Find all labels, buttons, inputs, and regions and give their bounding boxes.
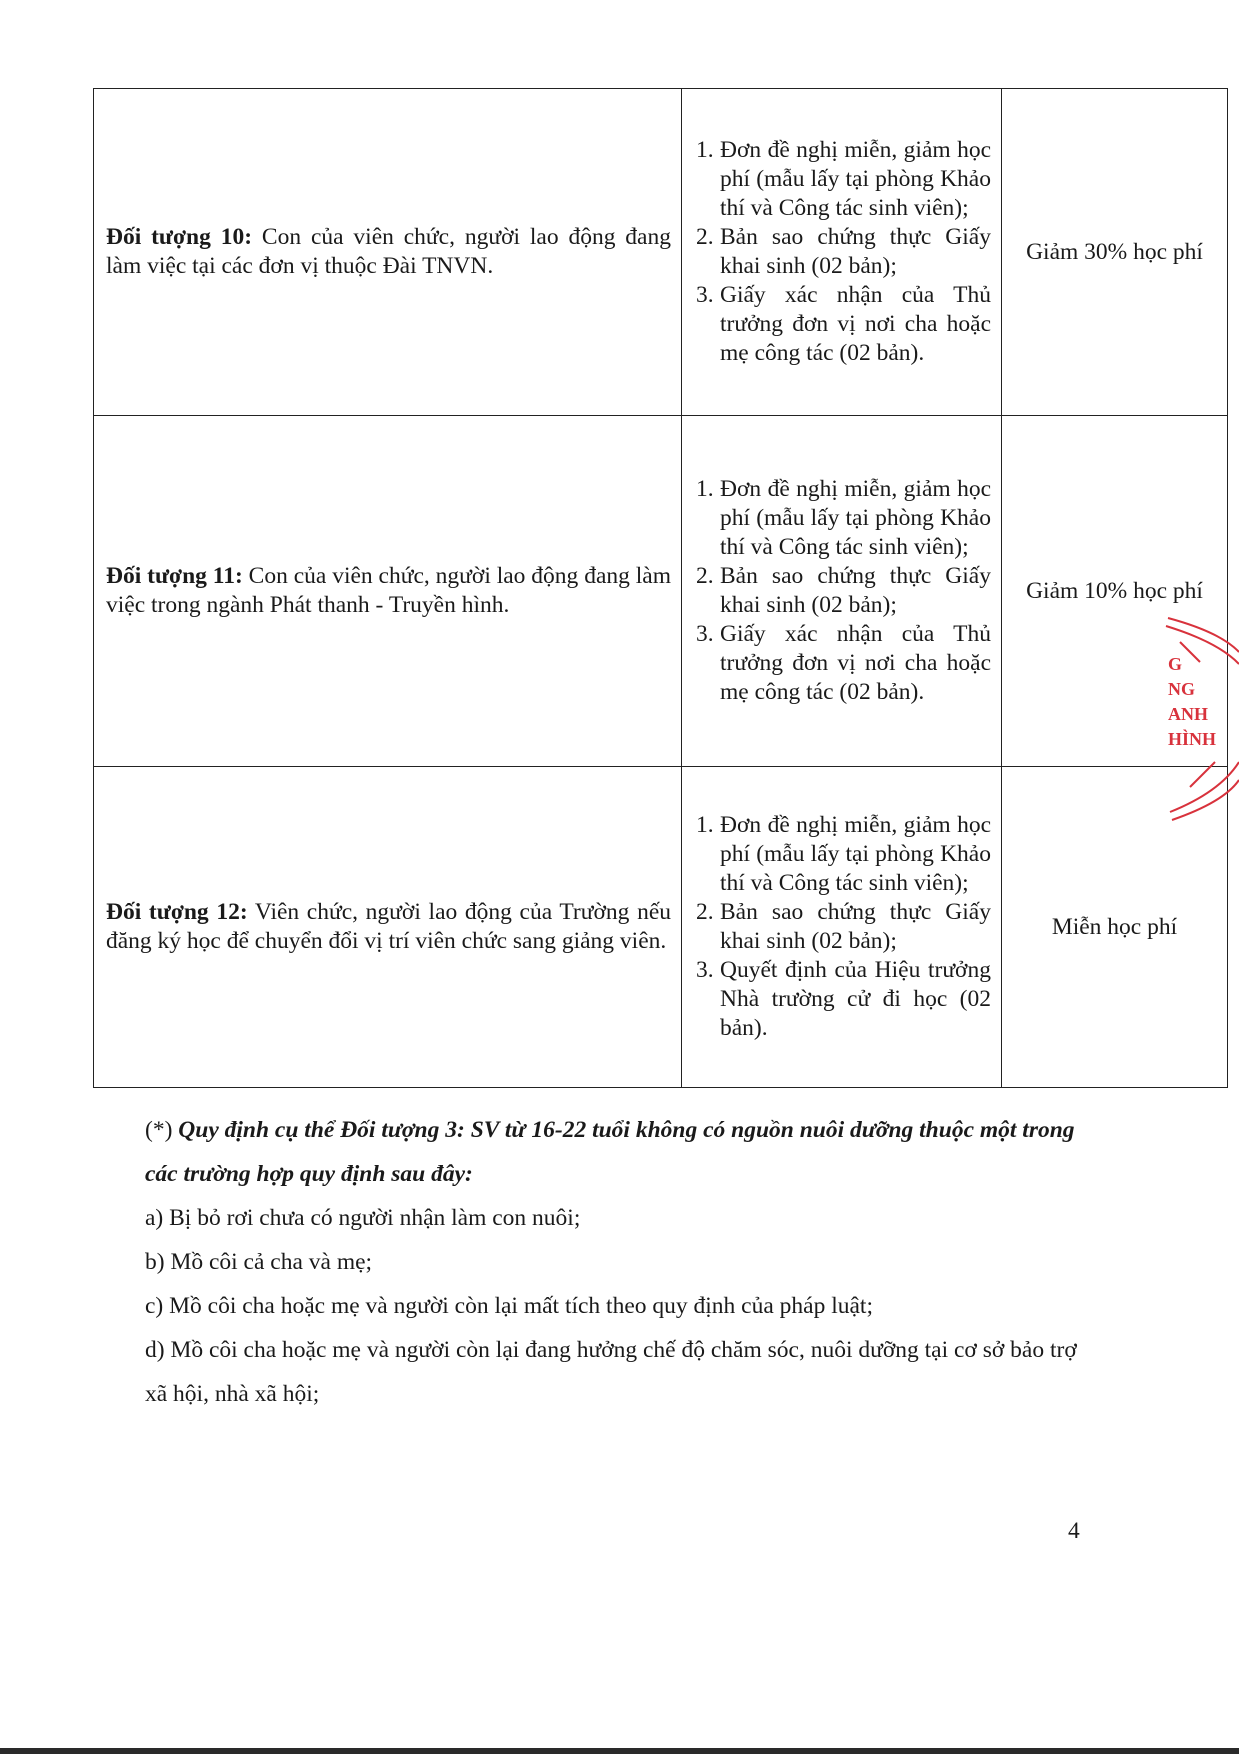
list-item: a) Bị bỏ rơi chưa có người nhận làm con nuôi; [145,1205,581,1231]
documents-cell [682,767,1002,1088]
item-number: 3. [696,621,714,647]
list-item [696,475,991,562]
item-number: 1. [696,476,714,502]
item-text: Bản sao chứng thực Giấy khai sinh (02 bản); [720,899,991,954]
item-number: 3. [696,957,714,983]
item-text: Đơn đề nghị miễn, giảm học phí (mẫu lấy tại phòng Khảo thí và Công tác sinh viên); [720,476,991,560]
list-item [696,562,991,620]
item-text: Đơn đề nghị miễn, giảm học phí (mẫu lấy tại phòng Khảo thí và Công tác sinh viên); [720,137,991,221]
documents-list [696,475,991,707]
list-item: b) Mồ côi cả cha và mẹ; [145,1249,373,1275]
documents-cell [682,89,1002,416]
notes-heading [145,1108,1095,1196]
list-item: c) Mồ côi cha hoặc mẹ và người còn lại mất tích theo quy định của pháp luật; [145,1293,873,1319]
table-row [94,89,1228,416]
item-number: 1. [696,137,714,163]
fee-exemption-table [93,88,1228,1088]
table-row [94,767,1228,1088]
item-text: Đơn đề nghị miễn, giảm học phí (mẫu lấy tại phòng Khảo thí và Công tác sinh viên); [720,812,991,896]
item-number: 3. [696,282,714,308]
notes-prefix: (*) [145,1117,179,1143]
list-item [696,956,991,1043]
list-item [696,811,991,898]
list-item [696,620,991,707]
page-number: 4 [1068,1518,1080,1544]
subject-text: Con của viên chức, người lao động đang làm việc tại các đơn vị thuộc Đài TNVN. [106,224,671,279]
list-item [696,898,991,956]
documents-list [696,136,991,368]
item-text: Bản sao chứng thực Giấy khai sinh (02 bản); [720,224,991,279]
list-item [696,281,991,368]
list-item [696,223,991,281]
benefit-cell: Giảm 30% học phí [1002,89,1228,416]
benefit-cell: Giảm 10% học phí [1002,416,1228,767]
seal-line: HÌNH [1168,729,1217,749]
subject-text: Viên chức, người lao động của Trường nếu đăng ký học để chuyển đổi vị trí viên chức sang giảng viên. [106,899,671,954]
item-number: 2. [696,563,714,589]
notes-section [145,1108,1095,1416]
table-row [94,416,1228,767]
documents-list [696,811,991,1043]
benefit-cell: Miễn học phí [1002,767,1228,1088]
scan-edge [0,1748,1239,1754]
documents-cell [682,416,1002,767]
subject-label: Đối tượng 10: [106,224,253,250]
item-text: Giấy xác nhận của Thủ trưởng đơn vị nơi cha hoặc mẹ công tác (02 bản). [720,621,991,705]
item-number: 1. [696,812,714,838]
item-text: Giấy xác nhận của Thủ trưởng đơn vị nơi cha hoặc mẹ công tác (02 bản). [720,282,991,366]
subject-label: Đối tượng 12: [106,899,248,925]
seal-line: G [1168,654,1183,674]
item-text: Bản sao chứng thực Giấy khai sinh (02 bản); [720,563,991,618]
item-text: Quyết định của Hiệu trưởng Nhà trường cử đi học (02 bản). [720,957,991,1041]
item-number: 2. [696,224,714,250]
item-number: 2. [696,899,714,925]
subject-label: Đối tượng 11: [106,563,243,589]
list-item: d) Mồ côi cha hoặc mẹ và người còn lại đang hưởng chế độ chăm sóc, nuôi dưỡng tại cơ sở bảo trợ xã hội, nhà xã hội; [145,1337,1077,1407]
subject-cell [94,767,682,1088]
subject-cell [94,89,682,416]
seal-line: NG [1168,679,1195,699]
notes-heading-text: Quy định cụ thể Đối tượng 3: SV từ 16-22 tuổi không có nguồn nuôi dưỡng thuộc một trong các trường hợp quy định sau đây: [145,1117,1075,1187]
seal-text [1168,652,1216,752]
subject-text: Con của viên chức, người lao động đang làm việc trong ngành Phát thanh - Truyền hình. [106,563,671,618]
subject-cell [94,416,682,767]
seal-line: ANH [1168,704,1208,724]
list-item [696,136,991,223]
